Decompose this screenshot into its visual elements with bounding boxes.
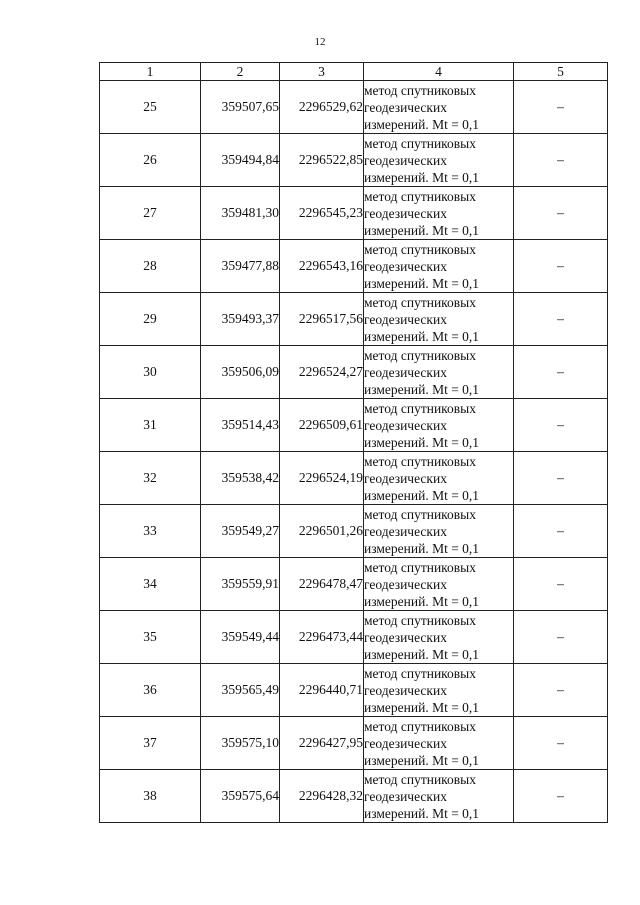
coordinate-x: 359477,88 xyxy=(201,240,280,293)
point-number: 28 xyxy=(100,240,201,293)
method-line-2: геодезических xyxy=(364,470,447,486)
column-header-4: 4 xyxy=(364,63,514,81)
coordinate-y: 2296428,32 xyxy=(280,770,364,823)
point-number: 36 xyxy=(100,664,201,717)
point-number: 38 xyxy=(100,770,201,823)
coordinate-y: 2296524,27 xyxy=(280,346,364,399)
method-line-1: метод спутниковых xyxy=(364,771,476,787)
method-line-1: метод спутниковых xyxy=(364,82,476,98)
note-cell: – xyxy=(514,558,608,611)
coordinates-table xyxy=(99,62,608,823)
method-line-3: измерений. Mt = 0,1 xyxy=(364,222,480,238)
coordinate-x: 359493,37 xyxy=(201,293,280,346)
method-line-2: геодезических xyxy=(364,258,447,274)
coordinate-x: 359514,43 xyxy=(201,399,280,452)
point-number: 35 xyxy=(100,611,201,664)
method-cell xyxy=(364,81,514,134)
coordinate-y: 2296529,62 xyxy=(280,81,364,134)
method-line-1: метод спутниковых xyxy=(364,188,476,204)
coordinate-y: 2296501,26 xyxy=(280,505,364,558)
method-line-2: геодезических xyxy=(364,735,447,751)
coordinate-x: 359565,49 xyxy=(201,664,280,717)
coordinate-y: 2296427,95 xyxy=(280,717,364,770)
method-cell xyxy=(364,187,514,240)
method-cell xyxy=(364,505,514,558)
coordinate-x: 359538,42 xyxy=(201,452,280,505)
coordinate-y: 2296545,23 xyxy=(280,187,364,240)
point-number: 32 xyxy=(100,452,201,505)
method-line-2: геодезических xyxy=(364,629,447,645)
table-row xyxy=(100,505,608,558)
point-number: 33 xyxy=(100,505,201,558)
point-number: 37 xyxy=(100,717,201,770)
method-cell xyxy=(364,770,514,823)
coordinate-x: 359575,10 xyxy=(201,717,280,770)
method-line-1: метод спутниковых xyxy=(364,347,476,363)
note-cell: – xyxy=(514,81,608,134)
method-line-3: измерений. Mt = 0,1 xyxy=(364,752,480,768)
note-cell: – xyxy=(514,134,608,187)
table-row xyxy=(100,399,608,452)
method-line-2: геодезических xyxy=(364,523,447,539)
note-cell: – xyxy=(514,452,608,505)
method-line-2: геодезических xyxy=(364,205,447,221)
column-header-2: 2 xyxy=(201,63,280,81)
method-line-3: измерений. Mt = 0,1 xyxy=(364,699,480,715)
coordinate-x: 359506,09 xyxy=(201,346,280,399)
coordinate-y: 2296517,56 xyxy=(280,293,364,346)
table-body xyxy=(100,81,608,823)
coordinate-y: 2296509,61 xyxy=(280,399,364,452)
method-line-3: измерений. Mt = 0,1 xyxy=(364,434,480,450)
method-line-1: метод спутниковых xyxy=(364,241,476,257)
coordinate-x: 359575,64 xyxy=(201,770,280,823)
note-cell: – xyxy=(514,611,608,664)
method-line-1: метод спутниковых xyxy=(364,453,476,469)
method-cell xyxy=(364,293,514,346)
point-number: 31 xyxy=(100,399,201,452)
method-cell xyxy=(364,717,514,770)
method-cell xyxy=(364,134,514,187)
column-header-1: 1 xyxy=(100,63,201,81)
coordinate-x: 359549,27 xyxy=(201,505,280,558)
method-line-1: метод спутниковых xyxy=(364,294,476,310)
method-cell xyxy=(364,611,514,664)
method-line-3: измерений. Mt = 0,1 xyxy=(364,593,480,609)
table-header-row xyxy=(100,63,608,81)
method-line-3: измерений. Mt = 0,1 xyxy=(364,487,480,503)
table-row xyxy=(100,134,608,187)
coordinate-y: 2296543,16 xyxy=(280,240,364,293)
method-cell xyxy=(364,558,514,611)
coordinate-y: 2296473,44 xyxy=(280,611,364,664)
method-cell xyxy=(364,399,514,452)
table-row xyxy=(100,452,608,505)
table-row xyxy=(100,81,608,134)
table-row xyxy=(100,770,608,823)
note-cell: – xyxy=(514,717,608,770)
note-cell: – xyxy=(514,399,608,452)
note-cell: – xyxy=(514,770,608,823)
note-cell: – xyxy=(514,293,608,346)
table-row xyxy=(100,664,608,717)
coordinate-y: 2296522,85 xyxy=(280,134,364,187)
method-cell xyxy=(364,240,514,293)
method-line-3: измерений. Mt = 0,1 xyxy=(364,540,480,556)
method-line-1: метод спутниковых xyxy=(364,665,476,681)
method-line-2: геодезических xyxy=(364,576,447,592)
method-line-2: геодезических xyxy=(364,682,447,698)
method-cell xyxy=(364,452,514,505)
note-cell: – xyxy=(514,240,608,293)
coordinate-x: 359507,65 xyxy=(201,81,280,134)
method-line-1: метод спутниковых xyxy=(364,718,476,734)
column-header-5: 5 xyxy=(514,63,608,81)
table-row xyxy=(100,558,608,611)
coordinate-x: 359549,44 xyxy=(201,611,280,664)
table-row xyxy=(100,346,608,399)
method-line-2: геодезических xyxy=(364,417,447,433)
coordinate-y: 2296478,47 xyxy=(280,558,364,611)
coordinate-x: 359481,30 xyxy=(201,187,280,240)
point-number: 27 xyxy=(100,187,201,240)
method-line-2: геодезических xyxy=(364,788,447,804)
point-number: 26 xyxy=(100,134,201,187)
coordinate-x: 359494,84 xyxy=(201,134,280,187)
method-line-1: метод спутниковых xyxy=(364,135,476,151)
method-line-2: геодезических xyxy=(364,311,447,327)
table-row xyxy=(100,187,608,240)
page-number: 12 xyxy=(314,36,326,48)
note-cell: – xyxy=(514,505,608,558)
note-cell: – xyxy=(514,664,608,717)
coordinate-x: 359559,91 xyxy=(201,558,280,611)
coordinate-y: 2296524,19 xyxy=(280,452,364,505)
method-line-1: метод спутниковых xyxy=(364,559,476,575)
method-line-3: измерений. Mt = 0,1 xyxy=(364,116,480,132)
table-row xyxy=(100,240,608,293)
point-number: 30 xyxy=(100,346,201,399)
table-row xyxy=(100,293,608,346)
method-line-2: геодезических xyxy=(364,364,447,380)
coordinate-y: 2296440,71 xyxy=(280,664,364,717)
note-cell: – xyxy=(514,346,608,399)
column-header-3: 3 xyxy=(280,63,364,81)
note-cell: – xyxy=(514,187,608,240)
method-line-1: метод спутниковых xyxy=(364,400,476,416)
method-cell xyxy=(364,346,514,399)
method-line-3: измерений. Mt = 0,1 xyxy=(364,646,480,662)
point-number: 34 xyxy=(100,558,201,611)
method-line-2: геодезических xyxy=(364,152,447,168)
method-cell xyxy=(364,664,514,717)
method-line-3: измерений. Mt = 0,1 xyxy=(364,275,480,291)
table-row xyxy=(100,717,608,770)
method-line-3: измерений. Mt = 0,1 xyxy=(364,169,480,185)
method-line-3: измерений. Mt = 0,1 xyxy=(364,805,480,821)
point-number: 25 xyxy=(100,81,201,134)
table-row xyxy=(100,611,608,664)
method-line-3: измерений. Mt = 0,1 xyxy=(364,328,480,344)
method-line-1: метод спутниковых xyxy=(364,506,476,522)
method-line-1: метод спутниковых xyxy=(364,612,476,628)
method-line-3: измерений. Mt = 0,1 xyxy=(364,381,480,397)
method-line-2: геодезических xyxy=(364,99,447,115)
point-number: 29 xyxy=(100,293,201,346)
